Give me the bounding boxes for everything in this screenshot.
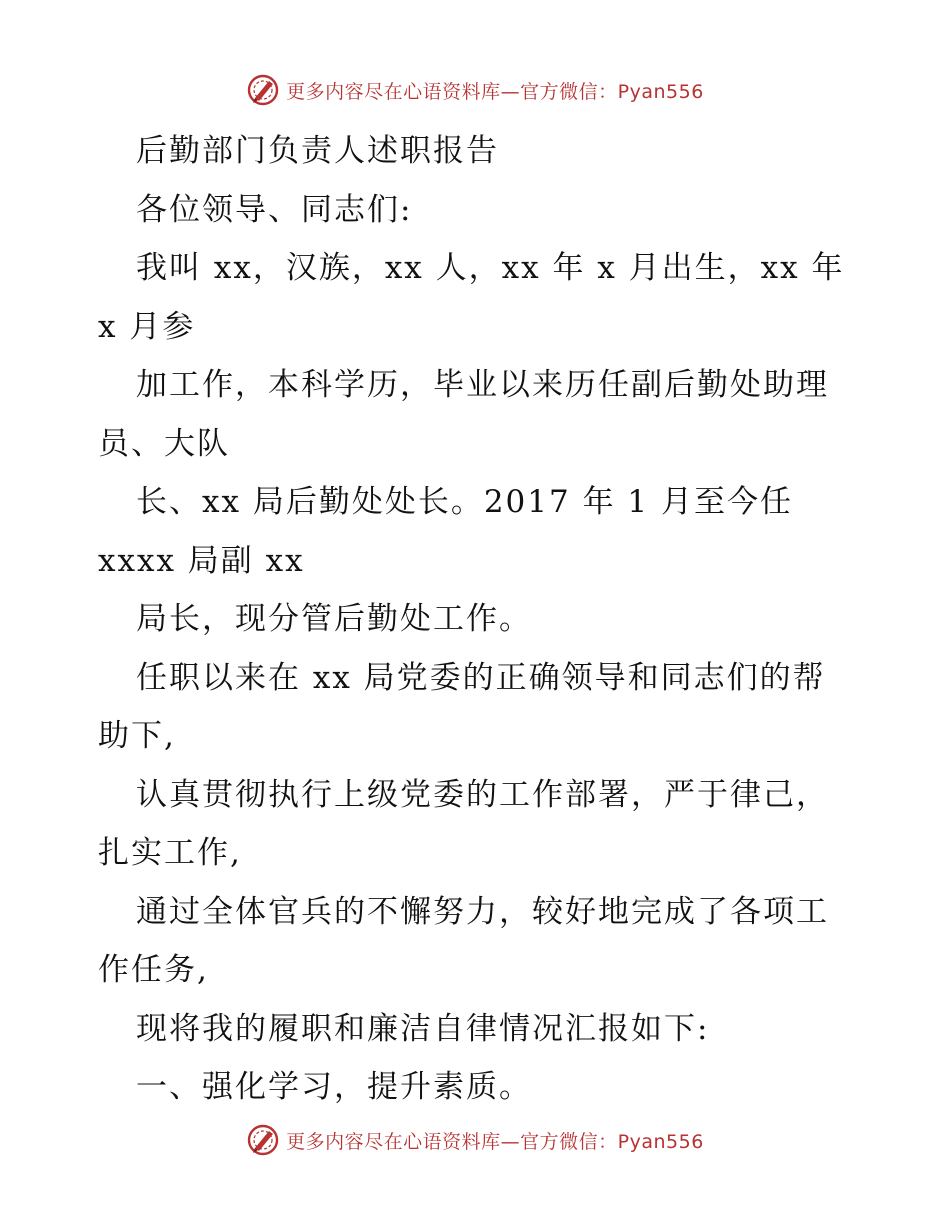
document-body [98,122,858,1117]
footer-banner-content [246,1123,704,1157]
document-line: 一、强化学习，提升素质。 [136,1069,532,1105]
document-line: 认真贯彻执行上级党委的工作部署，严于律己， [136,776,829,813]
footer-banner-text: 更多内容尽在心语资料库—官方微信：Pyan556 [286,1130,704,1153]
document-line: 任职以来在 xx 局党委的正确领导和同志们的帮 [136,659,826,696]
document-line: 各位领导、同志们: [136,191,413,228]
document-line: 现将我的履职和廉洁自律情况汇报如下: [136,1010,710,1047]
document-line: 员、大队 [98,425,230,462]
document-line: 后勤部门负责人述职报告 [136,133,499,169]
pen-logo-icon [246,73,280,107]
document-line: x 月参 [98,308,196,345]
document-line: 我叫 xx，汉族，xx 人，xx 年 x 月出生，xx 年 [136,250,845,286]
header-banner [0,70,950,110]
document-line: 作任务, [98,952,209,988]
document-line: xxxx 局副 xx [98,542,305,579]
document-line: 局长，现分管后勤处工作。 [136,601,532,637]
footer-banner [0,1120,950,1160]
header-banner-content [246,73,704,107]
pen-logo-icon [246,1123,280,1157]
header-banner-text: 更多内容尽在心语资料库—官方微信：Pyan556 [286,80,704,103]
document-line: 加工作，本科学历，毕业以来历任副后勤处助理 [136,367,829,403]
document-line: 长、xx 局后勤处处长。2017 年 1 月至今任 [136,484,793,520]
document-line: 助下, [98,718,176,754]
document-line: 通过全体官兵的不懈努力，较好地完成了各项工 [136,893,829,930]
document-line: 扎实工作, [98,835,242,871]
